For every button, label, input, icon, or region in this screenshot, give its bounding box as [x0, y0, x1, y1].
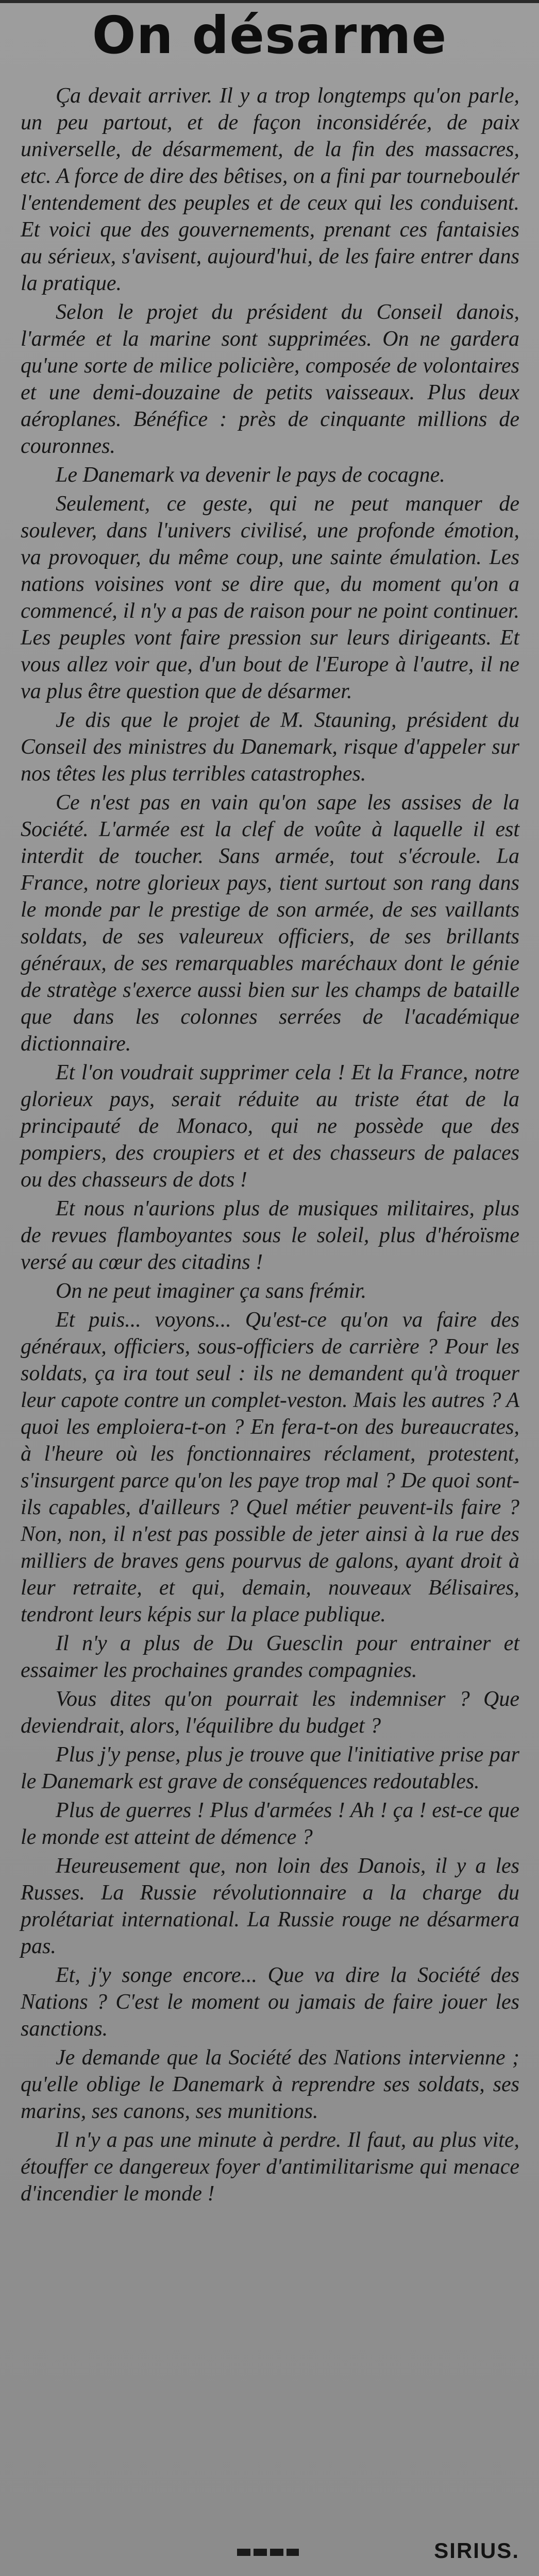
paragraph-18: Il n'y a pas une minute à perdre. Il faut, au plus vite, étouffer ce dangereux foyer d'antimilitarisme qui menace d'incendier le monde ! — [21, 2128, 519, 2206]
paragraph-2: Selon le projet du président du Conseil danois, l'armée et la marine sont supprimées. On ne gardera qu'une sorte de milice policière, composée de volontaires et une demi-douzaine de petits vaisseaux. Plus deux aéroplanes. Bénéfice : près de cinquante millions de couronnes. — [21, 300, 519, 458]
paragraph-14: Plus de guerres ! Plus d'armées ! Ah ! ça ! est-ce que le monde est atteint de démence ? — [21, 1799, 519, 1849]
paragraph-12: Vous dites qu'on pourrait les indemniser ? Que deviendrait, alors, l'équilibre du budget ? — [21, 1687, 519, 1738]
top-rule — [0, 0, 539, 3]
paragraph-13: Plus j'y pense, plus je trouve que l'initiative prise par le Danemark est grave de conséquences redoutables. — [21, 1743, 519, 1793]
paragraph-4: Seulement, ce geste, qui ne peut manquer de soulever, dans l'univers civilisé, une profonde émotion, va provoquer, du même coup, une sainte émulation. Les nations voisines vont se dire que, du moment qu'on a commencé, il n'y a pas de raison pour ne point continuer. Les peuples vont faire pression sur leurs dirigeants. Et vous allez voir que, d'un bout de l'Europe à l'autre, il ne va plus être question que de désarmer. — [21, 492, 519, 703]
paragraph-15: Heureusement que, non loin des Danois, il y a les Russes. La Russie révolutionnaire a la charge du prolétariat international. La Russie rouge ne désarmera pas. — [21, 1854, 519, 1958]
paragraph-16: Et, j'y songe encore... Que va dire la Société des Nations ? C'est le moment ou jamais de faire jouer les sanctions. — [21, 1963, 519, 2041]
paragraph-6: Ce n'est pas en vain qu'on sape les assises de la Société. L'armée est la clef de voûte à laquelle il est interdit de toucher. Sans armée, tout s'écroule. La France, notre glorieux pays, tient surtout son rang dans le monde par le prestige de son armée, de ses vaillants soldats, de ses valeureux officiers, de ses brillants généraux, de ses remarquables maréchaux dont le génie de stratège s'exerce aussi bien sur les champs de bataille que dans les colonnes serrées de l'académique dictionnaire. — [21, 791, 519, 1056]
headline: On désarme — [92, 5, 447, 65]
paragraph-11: Il n'y a plus de Du Guesclin pour entrainer et essaimer les prochaines grandes compagnies. — [21, 1632, 519, 1682]
author-signature: SIRIUS. — [434, 2538, 519, 2563]
separator-ornament — [237, 2549, 299, 2556]
paragraph-3: Le Danemark va devenir le pays de cocagne. — [56, 463, 445, 487]
paragraph-7: Et l'on voudrait supprimer cela ! Et la France, notre glorieux pays, serait réduite au triste état de la principauté de Monaco, qui ne possède que des pompiers, des croupiers et et des chasseurs de palaces ou des chasseurs de dots ! — [21, 1061, 519, 1192]
paragraph-1: Ça devait arriver. Il y a trop longtemps qu'on parle, un peu partout, et de façon inconsidérée, de paix universelle, de désarmement, de la fin des massacres, etc. A force de dire des bêtises, on a fini par tourneboulér l'entendement des peuples et de ceux qui les conduisent. Et voici que des gouvernements, prenant ces fantaisies au sérieux, s'avisent, aujourd'hui, de les faire entrer dans la pratique. — [21, 84, 519, 295]
article-body — [21, 82, 519, 2209]
paragraph-10: Et puis... voyons... Qu'est-ce qu'on va faire des généraux, officiers, sous-officiers de carrière ? Pour les soldats, ça ira tout seul : ils ne demandent qu'à troquer leur capote contre un complet-veston. Mais les autres ? A quoi les emploiera-t-on ? En fera-t-on des bureaucrates, à l'heure où les fonctionnaires réclament, protestent, s'insurgent parce qu'on les paye trop mal ? De quoi sont-ils capables, d'ailleurs ? Quel métier peuvent-ils faire ? Non, non, il n'est pas possible de jeter ainsi à la rue des milliers de braves gens pourvus de galons, ayant droit à leur retraite, et qui, demain, nouveaux Bélisaires, tendront leurs képis sur la place publique. — [21, 1308, 519, 1626]
paragraph-9: On ne peut imaginer ça sans frémir. — [56, 1279, 367, 1303]
paragraph-5: Je dis que le projet de M. Stauning, président du Conseil des ministres du Danemark, risque d'appeler sur nos têtes les plus terribles catastrophes. — [21, 708, 519, 786]
paragraph-17: Je demande que la Société des Nations intervienne ; qu'elle oblige le Danemark à reprendre ses soldats, ses marins, ses canons, ses munitions. — [21, 2046, 519, 2123]
paragraph-8: Et nous n'aurions plus de musiques militaires, plus de revues flamboyantes sous le soleil, plus d'héroïsme versé au cœur des citadins ! — [21, 1197, 519, 1274]
signature-row — [21, 2537, 519, 2568]
